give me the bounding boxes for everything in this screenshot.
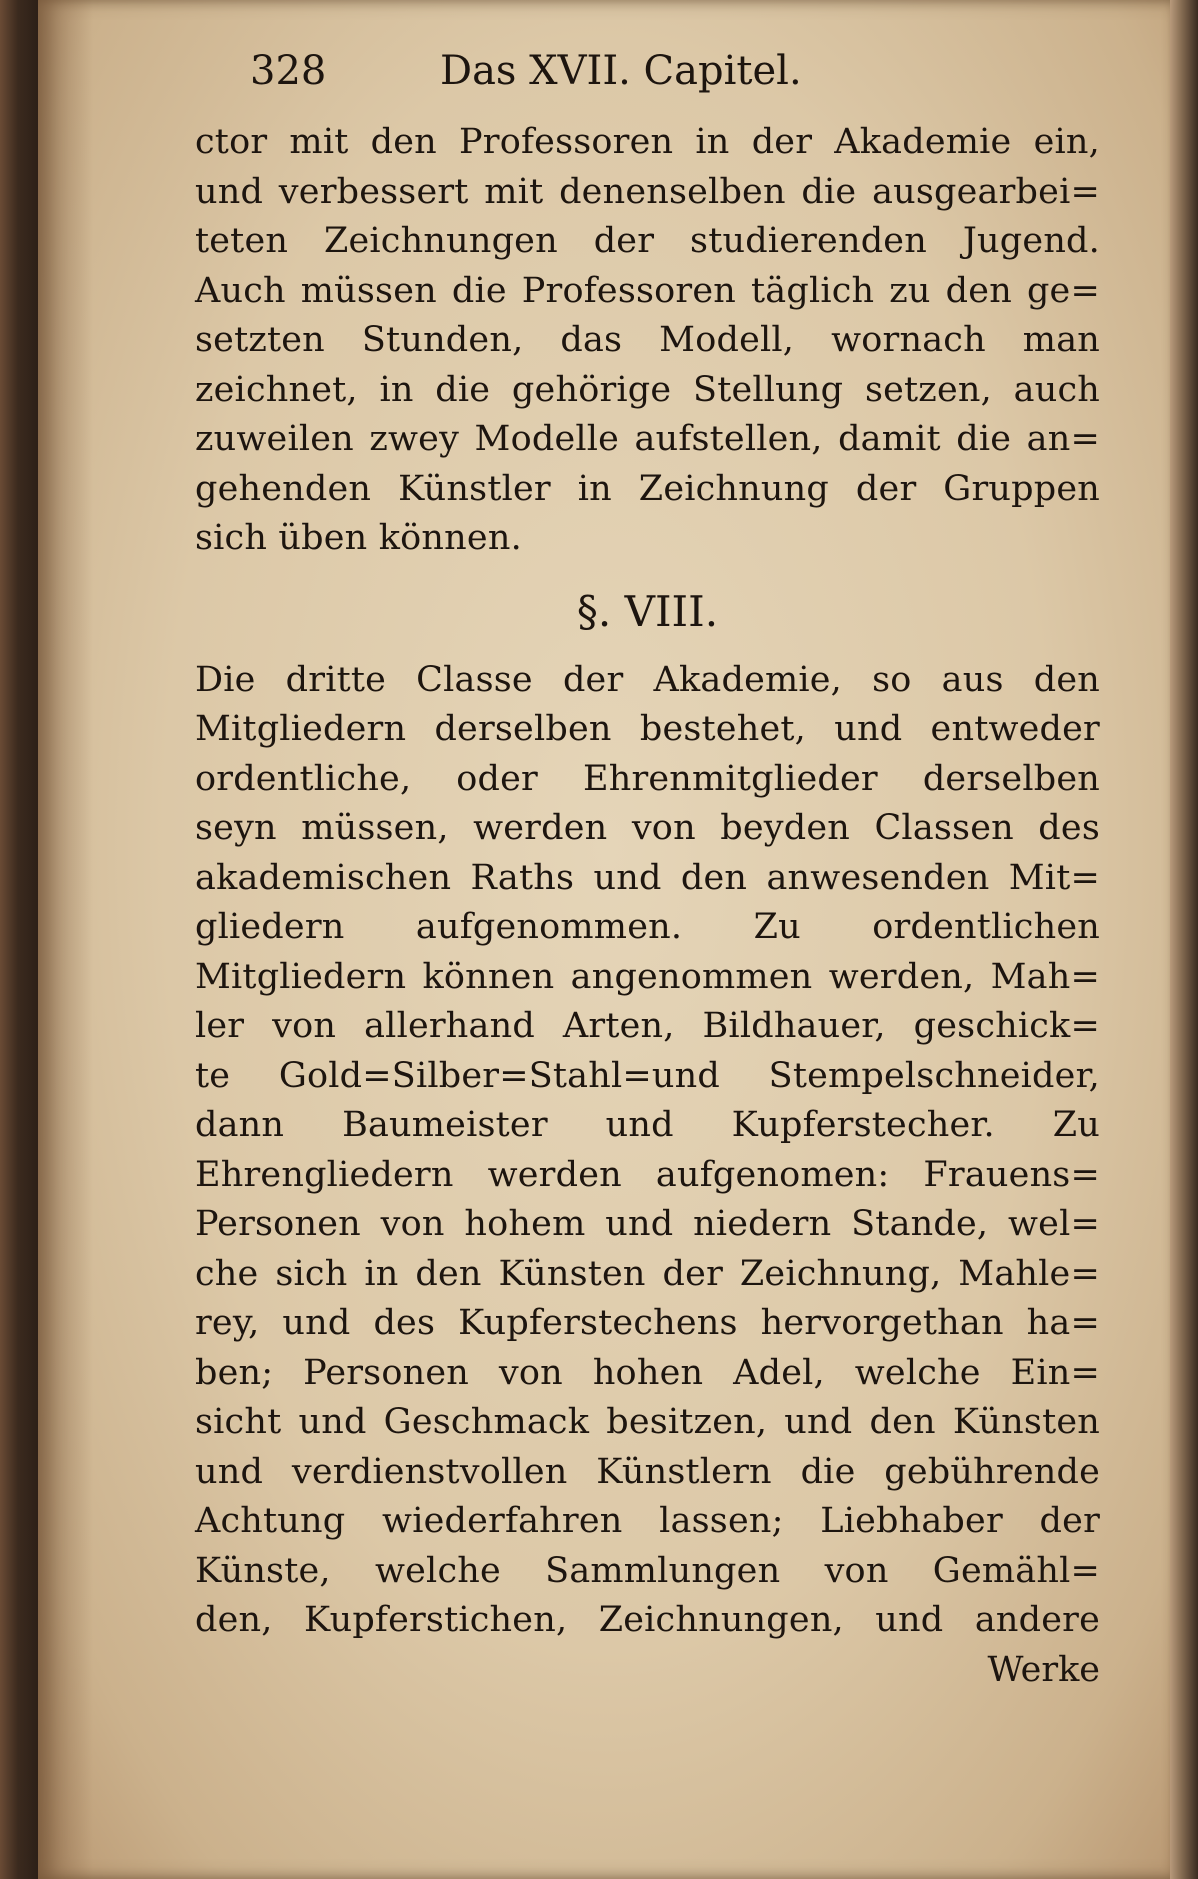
text-line: Auch müssen die Professoren täglich zu den ge=: [195, 270, 1100, 311]
text-line: Achtung wiederfahren lassen; Liebhaber der: [195, 1501, 1100, 1541]
text-line: den, Kupferstichen, Zeichnungen, und andere: [195, 1600, 1100, 1640]
text-line: ler von allerhand Arten, Bildhauer, geschick=: [195, 1006, 1100, 1046]
paragraph-2: [195, 656, 1100, 1646]
page-header: [195, 48, 1100, 118]
text-line: zuweilen zwey Modelle aufstellen, damit die an=: [195, 419, 1100, 459]
catchword: Werke: [987, 1649, 1100, 1690]
section-heading: §. VIII.: [576, 586, 719, 636]
text-line: Künste, welche Sammlungen von Gemähl=: [195, 1550, 1100, 1591]
page-gutter-shadow: [38, 0, 93, 1879]
text-line: dann Baumeister und Kupferstecher. Zu: [195, 1105, 1100, 1145]
text-line: und verbessert mit denenselben die ausgearbei=: [195, 171, 1100, 212]
text-line: rey, und des Kupferstechens hervorgethan ha=: [195, 1303, 1100, 1343]
text-line: ordentliche, oder Ehrenmitglieder derselben: [195, 758, 1100, 799]
paragraph-1: [195, 118, 1100, 564]
text-line: sich üben können.: [195, 518, 522, 558]
text-line: gehenden Künstler in Zeichnung der Gruppen: [195, 468, 1100, 509]
text-line: te Gold=Silber=Stahl=und Stempelschneider,: [195, 1055, 1100, 1096]
text-line: Mitgliedern derselben bestehet, und entweder: [195, 709, 1100, 749]
text-line: und verdienstvollen Künstlern die gebührende: [195, 1451, 1100, 1492]
text-line: Mitgliedern können angenommen werden, Mah=: [195, 956, 1100, 997]
text-line: setzten Stunden, das Modell, wornach man: [195, 320, 1100, 360]
text-line: ctor mit den Professoren in der Akademie ein,: [195, 122, 1100, 162]
text-line: Ehrengliedern werden aufgenomen: Frauens=: [195, 1154, 1100, 1195]
text-line: sicht und Geschmack besitzen, und den Künsten: [195, 1402, 1100, 1442]
text-line: teten Zeichnungen der studierenden Jugend.: [195, 221, 1100, 261]
page-number: 328: [250, 48, 327, 94]
text-line: gliedern aufgenommen. Zu ordentlichen: [195, 907, 1100, 947]
page-edge: [1170, 0, 1198, 1879]
text-line: akademischen Raths und den anwesenden Mit=: [195, 857, 1100, 898]
text-line: ben; Personen von hohen Adel, welche Ein=: [195, 1352, 1100, 1393]
text-line: Personen von hohem und niedern Stande, wel=: [195, 1204, 1100, 1244]
text-line: zeichnet, in die gehörige Stellung setzen, auch: [195, 369, 1100, 410]
page-text: [195, 48, 1100, 1695]
text-line: Die dritte Classe der Akademie, so aus den: [195, 659, 1100, 700]
running-head: Das XVII. Capitel.: [440, 48, 802, 94]
text-line: che sich in den Künsten der Zeichnung, Mahle=: [195, 1253, 1100, 1294]
text-line: seyn müssen, werden von beyden Classen des: [195, 808, 1100, 848]
